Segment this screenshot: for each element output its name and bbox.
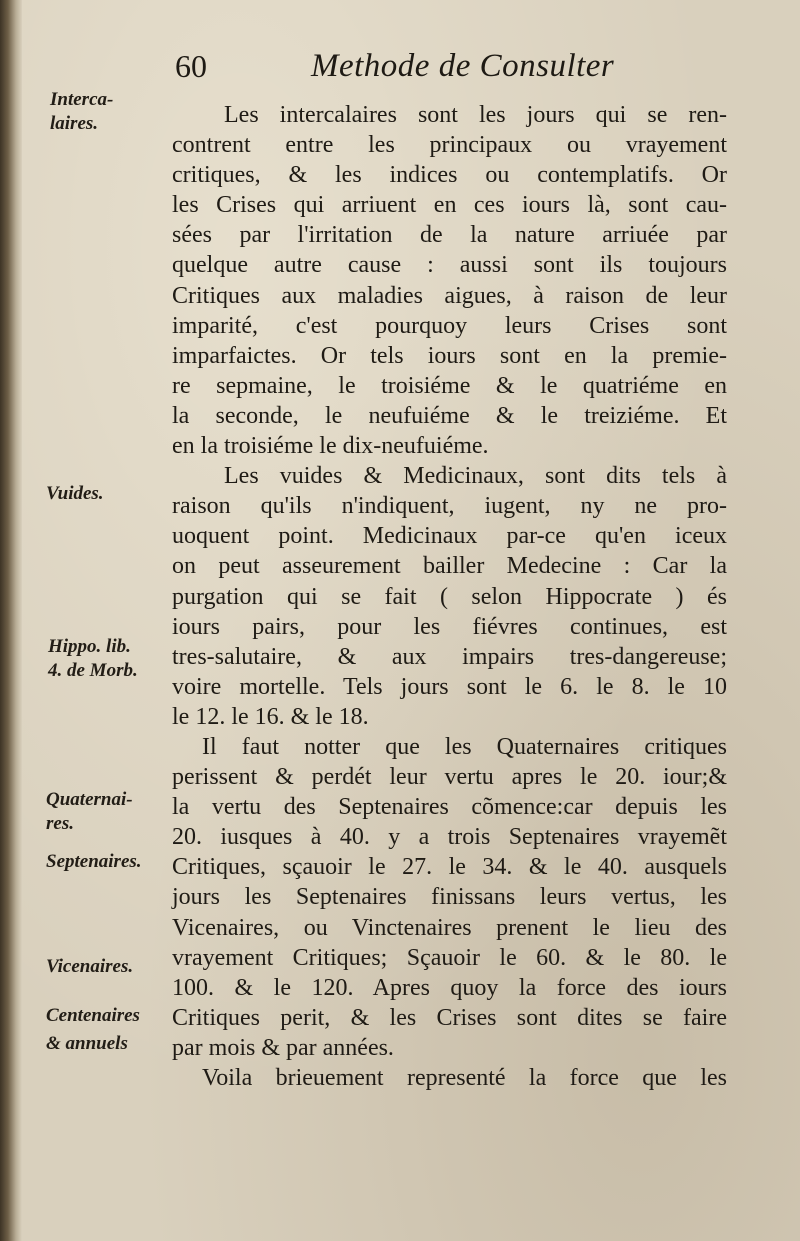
margin-note-line: Vuides. — [46, 483, 104, 504]
text-line: la vertu des Septenaires cõmence:car depuis les — [172, 794, 727, 821]
margin-note-line: Centenaires — [46, 1005, 140, 1026]
text-line: Critiques aux maladies aigues, à raison de leur — [172, 282, 727, 309]
text-line: imparfaictes. Or tels iours sont en la premie- — [172, 342, 727, 369]
margin-note-line: 4. de Morb. — [48, 660, 138, 681]
text-line: en la troisiéme le dix-neufuiéme. — [172, 433, 489, 460]
text-line: jours les Septenaires finissans leurs vertus, les — [172, 884, 727, 911]
margin-note-intercalaires — [50, 88, 113, 136]
text-line: sées par l'irritation de la nature arriuée par — [172, 222, 727, 249]
page-number: 60 — [175, 48, 207, 84]
text-line: la seconde, le neufuiéme & le treiziéme. Et — [172, 402, 727, 429]
margin-notes — [42, 0, 172, 1241]
body-text — [172, 100, 727, 1093]
margin-note-vuides — [46, 482, 104, 506]
page-header — [175, 48, 735, 98]
text-line: le 12. le 16. & le 18. — [172, 703, 369, 730]
text-line: contrent entre les principaux ou vrayement — [172, 132, 727, 159]
text-line: re sepmaine, le troisiéme & le quatriéme en — [172, 372, 727, 399]
text-line: les Crises qui arriuent en ces iours là, sont cau- — [172, 192, 727, 219]
text-line: raison qu'ils n'indiquent, iugent, ny ne pro- — [172, 493, 727, 520]
text-line: vrayement Critiques; Sçauoir le 60. & le 80. le — [172, 944, 727, 971]
margin-note-line: res. — [46, 813, 74, 834]
margin-note-vicenaires — [46, 955, 133, 979]
text-line: critiques, & les indices ou contemplatifs. Or — [172, 162, 727, 189]
text-line: imparité, c'est pourquoy leurs Crises sont — [172, 312, 727, 339]
text-line: tres-salutaire, & aux impairs tres-dangereuse; — [172, 643, 727, 670]
text-line: par mois & par années. — [172, 1034, 394, 1061]
text-line: Vicenaires, ou Vinctenaires prenent le lieu des — [172, 914, 727, 941]
text-line: purgation qui se fait ( selon Hippocrate ) és — [172, 583, 727, 610]
text-line: perissent & perdét leur vertu apres le 20. iour;& — [172, 764, 727, 791]
text-line: quelque autre cause : aussi sont ils toujours — [172, 252, 727, 279]
margin-note-line: laires. — [50, 113, 99, 134]
margin-note-centenaires — [46, 1002, 140, 1058]
text-line: Il faut notter que les Quaternaires critiques — [202, 733, 727, 760]
text-line: on peut asseurement bailler Medecine : Car la — [172, 553, 727, 580]
margin-note-line: Vicenaires. — [46, 956, 134, 977]
text-line: Critiques perit, & les Crises sont dites se faire — [172, 1004, 727, 1031]
margin-note-line: Interca- — [50, 89, 114, 110]
text-line: 100. & le 120. Apres quoy la force des iours — [172, 974, 727, 1001]
margin-note-quaternaires — [46, 788, 133, 836]
text-line: Les vuides & Medicinaux, sont dits tels à — [224, 463, 727, 490]
text-line: iours pairs, pour les fiévres continues, est — [172, 613, 727, 640]
running-title: Methode de Consulter — [311, 48, 615, 84]
margin-note-septenaires — [46, 850, 142, 874]
text-line: 20. iusques à 40. y a trois Septenaires vrayemẽt — [172, 824, 727, 851]
text-line: voire mortelle. Tels jours sont le 6. le 8. le 10 — [172, 673, 727, 700]
text-line: Les intercalaires sont les jours qui se ren- — [224, 102, 727, 128]
margin-note-hippocrate — [48, 635, 138, 683]
margin-note-line: Quaternai- — [46, 789, 133, 810]
margin-note-line: Septenaires. — [46, 851, 142, 872]
text-line: Voila brieuement representé la force que les — [202, 1065, 727, 1091]
margin-note-line: & annuels — [46, 1033, 128, 1054]
binding-gutter — [0, 0, 22, 1241]
text-line: Critiques, sçauoir le 27. le 34. & le 40. ausquels — [172, 854, 727, 881]
margin-note-line: Hippo. lib. — [48, 636, 131, 657]
text-line: uoquent point. Medicinaux par-ce qu'en iceux — [172, 523, 727, 550]
